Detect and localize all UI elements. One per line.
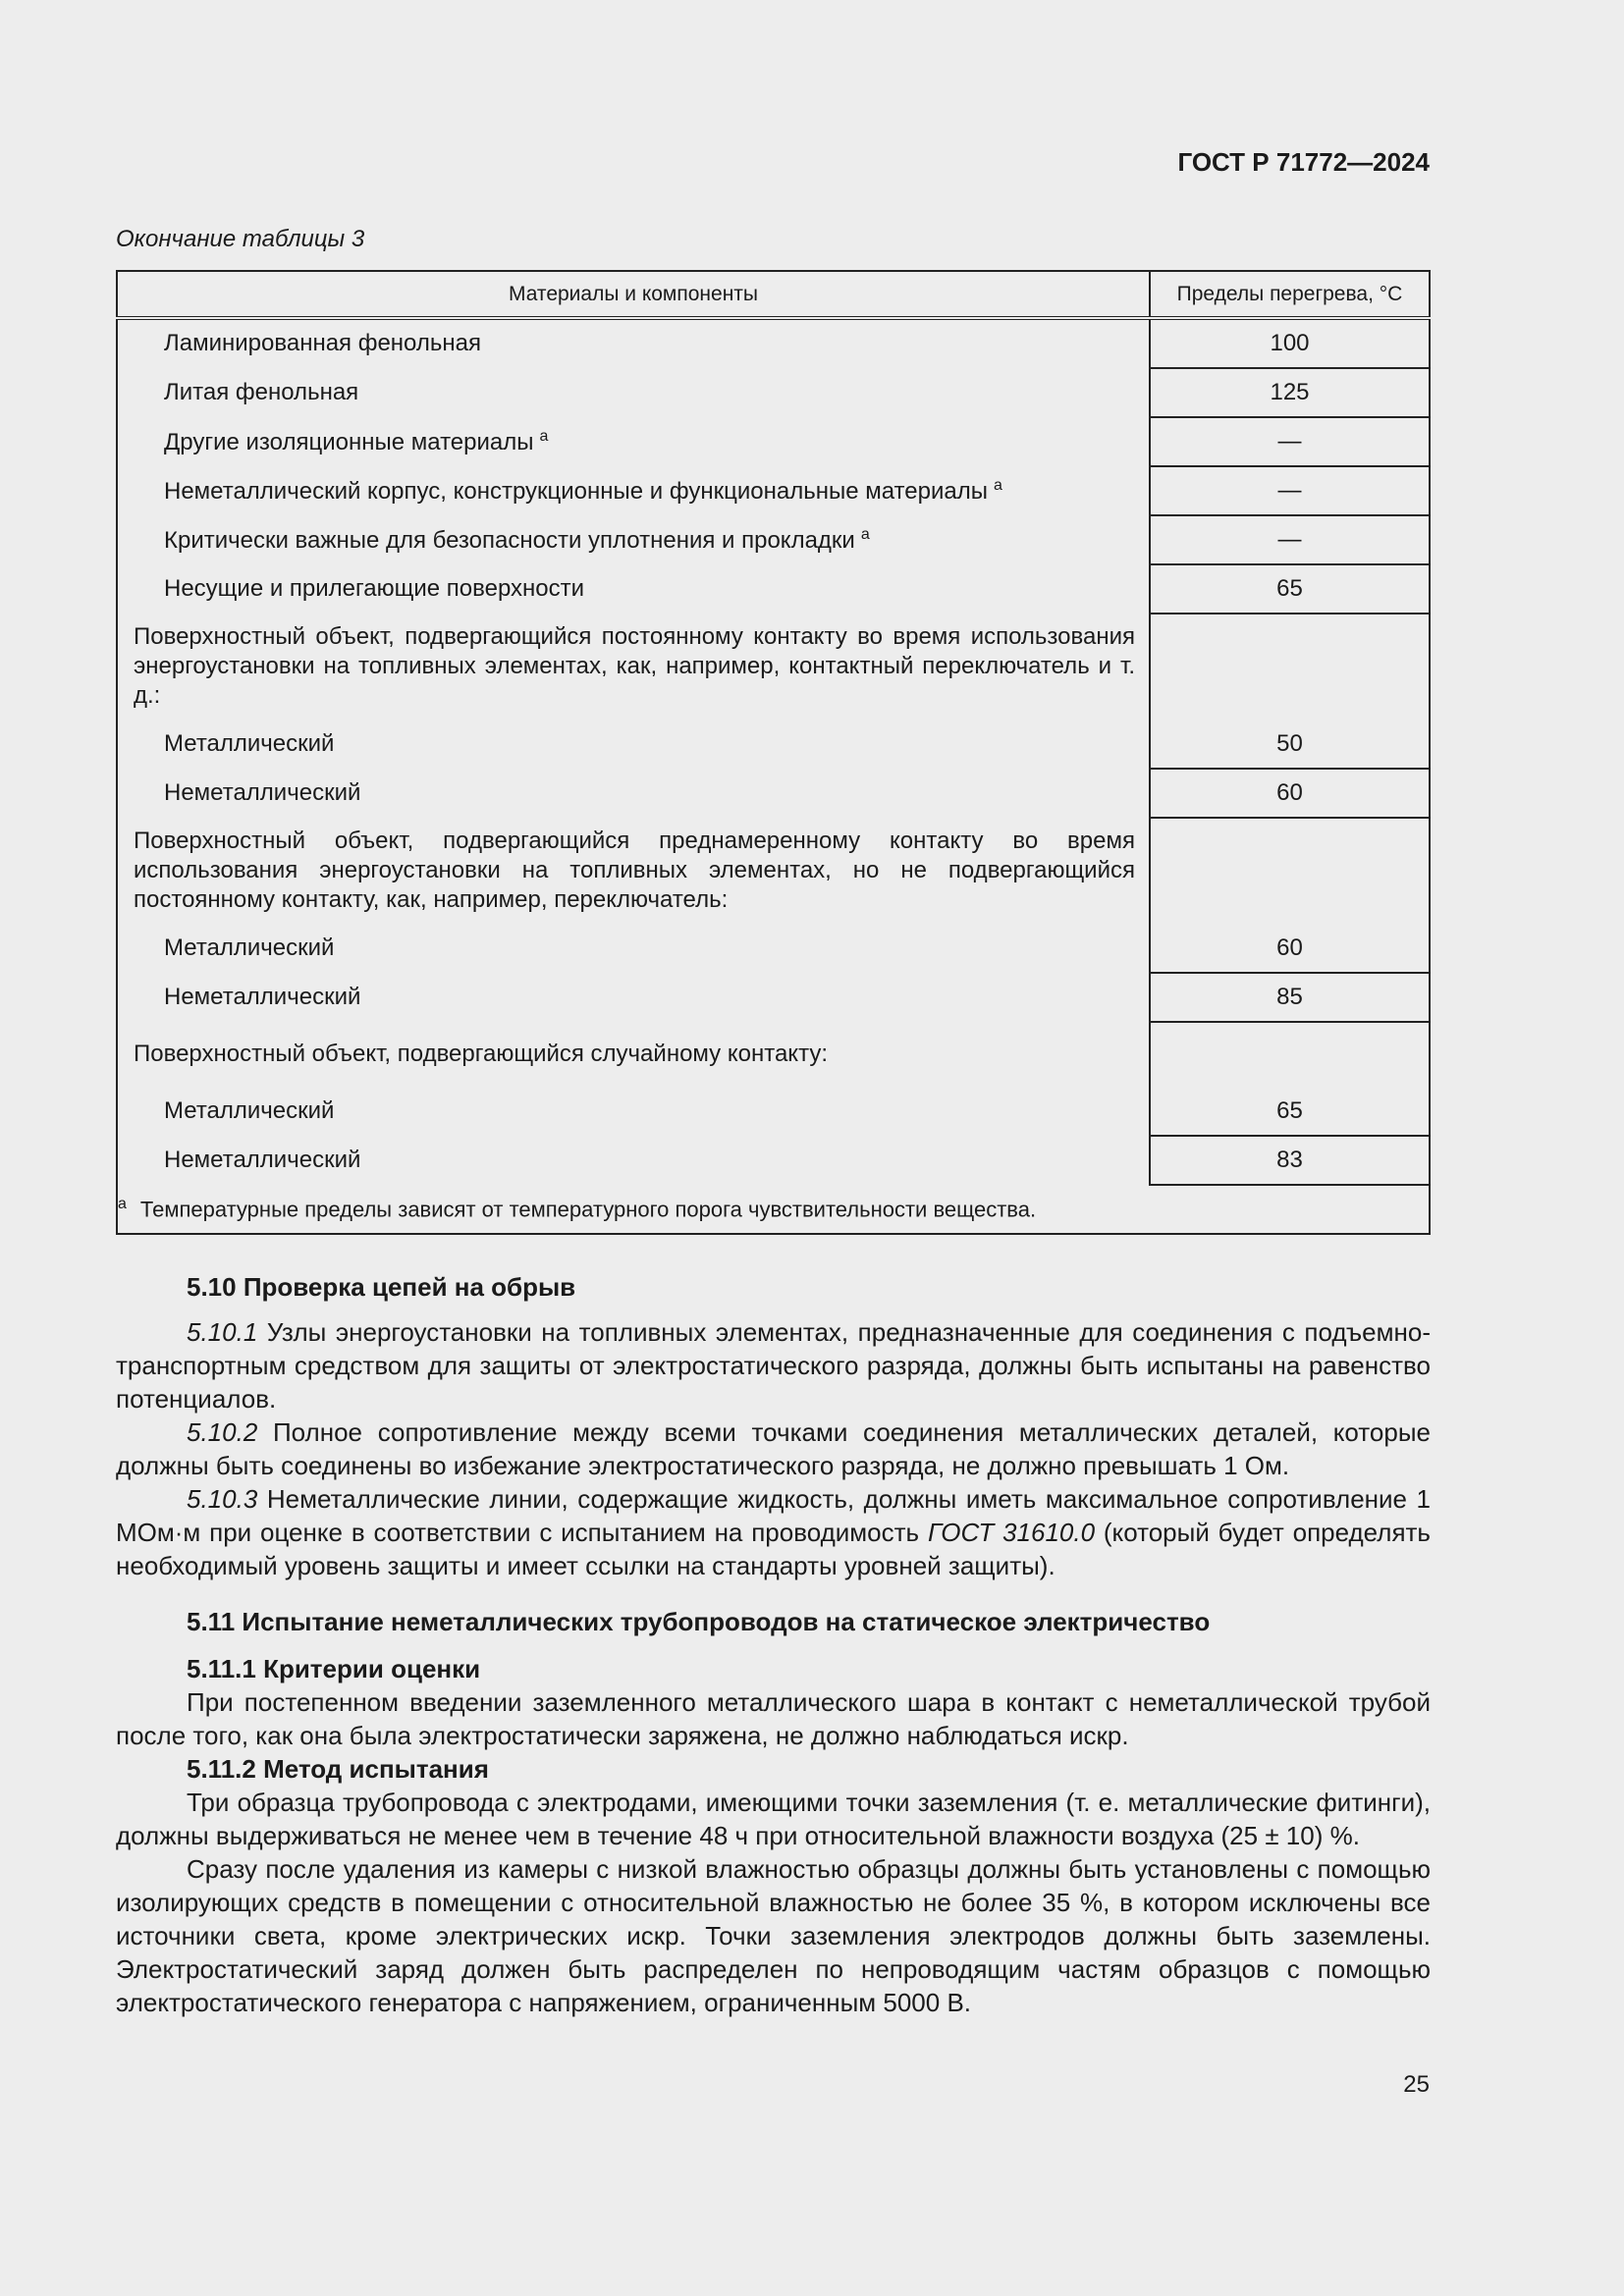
col-header-materials: Материалы и компоненты [117,271,1150,318]
table-row [117,466,1430,515]
row-value: — [1150,515,1430,564]
section-heading: 5.10 Проверка цепей на обрыв [187,1272,576,1302]
row-value: 60 [1150,769,1430,818]
group-description: Поверхностный объект, подвергающийся преднамеренному контакту во время использования энергоустановки на топливных элементах, но не подвергающийся постоянному контакту, как, например, переключатель: [117,818,1150,924]
row-label: Критически важные для безопасности уплотнения и прокладки $^a$ [117,515,1150,564]
page-number: 25 [1403,2071,1430,2098]
table-row [117,417,1430,466]
table-header-row [117,271,1430,318]
row-value: 65 [1150,1022,1430,1136]
group-row [117,818,1430,924]
row-label: Неметаллический [117,973,1150,1022]
row-label: Неметаллический корпус, конструкционные и функциональные материалы $^a$ [117,466,1150,515]
table-footnote: $^a$ Температурные пределы зависят от температурного порога чувствительности вещества. [117,1185,1430,1234]
section-5-10 [116,1270,1431,1582]
row-label: Неметаллический [117,769,1150,818]
table-row [117,1136,1430,1185]
section-heading: 5.11 Испытание неметаллических трубопроводов на статическое электричество [187,1607,1211,1636]
row-value: 60 [1150,818,1430,973]
group-description: Поверхностный объект, подвергающийся постоянному контакту во время использования энергоустановки на топливных элементах, как, например, контактный переключатель и т. д.: [117,614,1150,720]
row-label: Ламинированная фенольная [117,318,1150,368]
row-label: Неметаллический [117,1136,1150,1185]
paragraph: 5.10.1 Узлы энергоустановки на топливных элементах, предназначенные для соединения с подъемно-транспортным средством для защиты от электростатического разряда, должны быть испытаны на равенство потенциалов. [116,1317,1431,1414]
group-row [117,614,1430,720]
row-value: 65 [1150,564,1430,614]
paragraph: Сразу после удаления из камеры с низкой влажностью образцы должны быть установлены с помощью изолирующих средств в помещении с относительной влажностью не более 35 %, в котором исключены все источники света, кроме электрических искр. Точки заземления электродов должны быть заземлены. Электростатический заряд должен быть распределен по непроводящим частям образцов с помощью электростатического генератора с напряжением, ограниченным 5000 В. [116,1854,1431,2017]
row-value: 100 [1150,318,1430,368]
row-value: 85 [1150,973,1430,1022]
table-caption: Окончание таблицы 3 [116,226,365,252]
footnote-row [117,1185,1430,1234]
paragraph: 5.10.3 Неметаллические линии, содержащие жидкость, должны иметь максимальное сопротивление 1 МОм·м при оценке в соответствии с испытанием на проводимость ГОСТ 31610.0 (который будет определять необходимый уровень защиты и имеет ссылки на стандарты уровней защиты). [116,1484,1431,1580]
group-row [117,1022,1430,1087]
table-row [117,973,1430,1022]
col-header-limits: Пределы перегрева, °C [1150,271,1430,318]
subsection-heading: 5.11.2 Метод испытания [187,1754,489,1784]
subsection-heading: 5.11.1 Критерии оценки [187,1654,481,1683]
table-row [117,769,1430,818]
footnote-marker: a [860,525,870,543]
row-label: Металлический [117,1087,1150,1136]
paragraph: 5.10.2 Полное сопротивление между всеми точками соединения металлических деталей, которые должны быть соединены во избежание электростатического разряда, не должно превышать 1 Ом. [116,1417,1431,1480]
row-value: 83 [1150,1136,1430,1185]
table-row [117,564,1430,614]
row-label: Металлический [117,924,1150,973]
group-description: Поверхностный объект, подвергающийся случайному контакту: [117,1022,1150,1087]
row-label: Другие изоляционные материалы $^a$ [117,417,1150,466]
paragraph: Три образца трубопровода с электродами, имеющими точки заземления (т. е. металлические фитинги), должны выдерживаться не менее чем в течение 48 ч при относительной влажности воздуха (25 ± 10) %. [116,1788,1431,1850]
document-code: ГОСТ Р 71772—2024 [1177,147,1430,177]
footnote-marker: a [118,1196,127,1213]
row-label: Металлический [117,720,1150,769]
overheat-limits-table [116,270,1431,1235]
paragraph: При постепенном введении заземленного металлического шара в контакт с неметаллической трубой после того, как она была электростатически заряжена, не должно наблюдаться искр. [116,1687,1431,1750]
table-row [117,318,1430,368]
table-row [117,515,1430,564]
row-value: 50 [1150,614,1430,769]
footnote-marker: a [993,476,1002,494]
row-value: 125 [1150,368,1430,417]
footnote-marker: a [539,427,549,445]
row-value: — [1150,417,1430,466]
standard-reference: ГОСТ 31610.0 [927,1518,1096,1547]
row-label: Литая фенольная [117,368,1150,417]
table-row [117,368,1430,417]
row-value: — [1150,466,1430,515]
row-label: Несущие и прилегающие поверхности [117,564,1150,614]
section-5-11 [116,1605,1431,2019]
